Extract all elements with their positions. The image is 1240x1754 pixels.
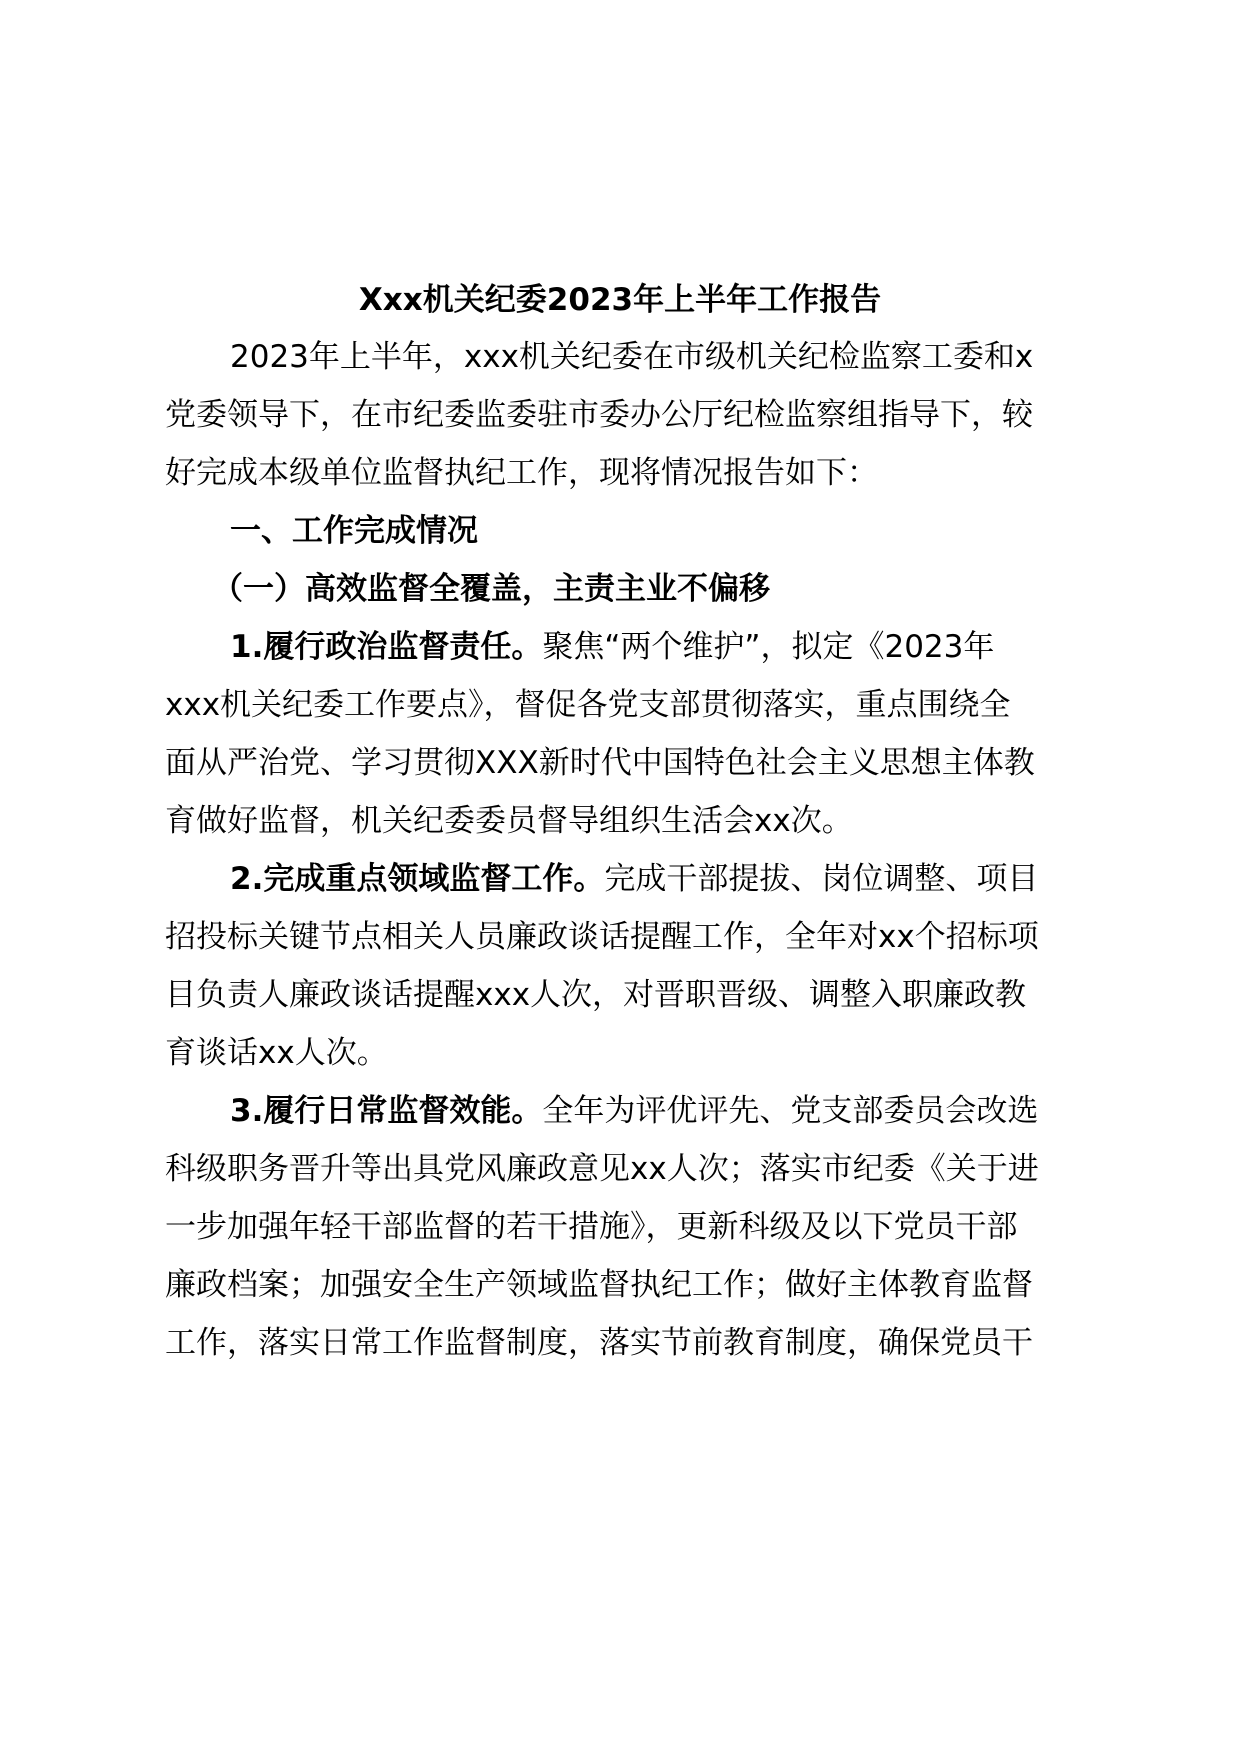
item-2-line-4: 育谈话xx人次。	[165, 1035, 388, 1071]
intro-line-3: 好完成本级单位监督执纪工作，现将情况报告如下：	[165, 455, 878, 491]
item-3-line-4: 廉政档案；加强安全生产领域监督执纪工作；做好主体教育监督	[165, 1267, 1033, 1303]
item-3-line-1	[230, 1091, 1038, 1131]
item-2-line-1	[230, 859, 1038, 899]
item-2-lead: 2.完成重点领域监督工作。	[230, 861, 605, 897]
item-1-first-rest: 聚焦“两个维护”，拟定《2023年	[542, 629, 995, 665]
item-2-first-rest: 完成干部提拔、岗位调整、项目	[604, 861, 1039, 897]
item-3-line-5: 工作，落实日常工作监督制度，落实节前教育制度，确保党员干	[165, 1325, 1033, 1361]
item-1-line-3: 面从严治党、学习贯彻XXX新时代中国特色社会主义思想主体教	[165, 745, 1035, 781]
intro-line-1: 2023年上半年，xxx机关纪委在市级机关纪检监察工委和x	[230, 339, 1034, 375]
item-3-lead: 3.履行日常监督效能。	[230, 1093, 543, 1129]
item-1-lead: 1.履行政治监督责任。	[230, 629, 543, 665]
section-heading: 一、工作完成情况	[230, 513, 478, 549]
item-3-line-2: 科级职务晋升等出具党风廉政意见xx人次；落实市纪委《关于进	[165, 1151, 1039, 1187]
item-1-line-4: 育做好监督，机关纪委委员督导组织生活会xx次。	[165, 803, 853, 839]
document-title: Xxx机关纪委2023年上半年工作报告	[358, 282, 882, 318]
intro-line-2: 党委领导下，在市纪委监委驻市委办公厅纪检监察组指导下，较	[165, 397, 1033, 433]
item-3-first-rest: 全年为评优评先、党支部委员会改选	[542, 1093, 1039, 1129]
item-1-line-1	[230, 627, 994, 667]
item-2-line-2: 招投标关键节点相关人员廉政谈话提醒工作，全年对xx个招标项	[165, 919, 1039, 955]
item-1-line-2: xxx机关纪委工作要点》，督促各党支部贯彻落实，重点围绕全	[165, 687, 1011, 723]
item-2-line-3: 目负责人廉政谈话提醒xxx人次，对晋职晋级、调整入职廉政教	[165, 977, 1027, 1013]
subsection-heading: （一）高效监督全覆盖，主责主业不偏移	[212, 571, 770, 607]
item-3-line-3: 一步加强年轻干部监督的若干措施》，更新科级及以下党员干部	[165, 1209, 1018, 1245]
